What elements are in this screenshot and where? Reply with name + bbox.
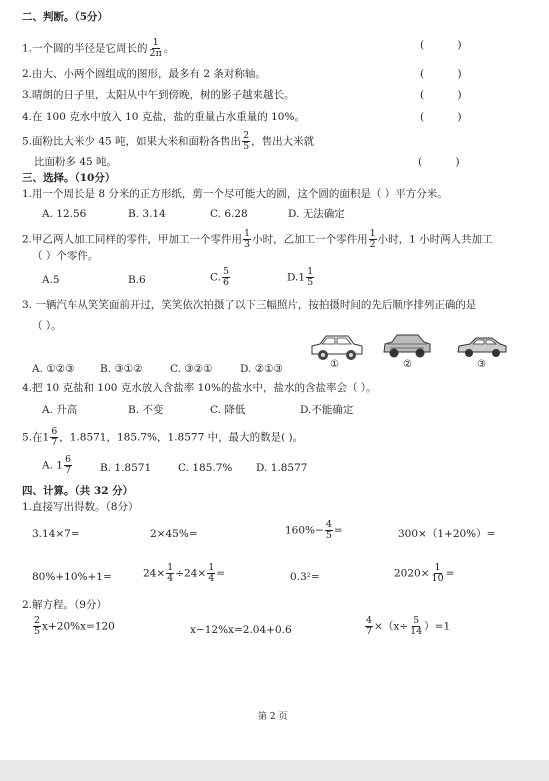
car-photo-1 xyxy=(308,332,366,362)
option-c[interactable]: C. 185.7% xyxy=(178,462,233,474)
equation-2: x−12%x=2.04+0.6 xyxy=(190,624,292,636)
choice-q3-line2: （ ）。 xyxy=(32,320,62,332)
answer-blank[interactable]: ( ) xyxy=(420,89,462,101)
calc-item-7: 0.3²= xyxy=(290,571,320,583)
choice-q5: 5.在1 $\frac{6}{7}$ ，1.8571，185.7%，1.8577 中，最大的数是( )。 xyxy=(22,426,304,448)
fraction: $\frac{1}{10}$ xyxy=(431,562,444,584)
fraction: $\frac{5}{14}$ xyxy=(410,615,423,637)
answer-blank[interactable]: ( ) xyxy=(420,39,462,51)
calc-item-2: 2×45%= xyxy=(150,528,198,540)
calc-item-6: 24× $\frac{1}{4}$ ÷24× $\frac{1}{4}$ = xyxy=(143,562,226,584)
fraction: $\frac{1}{2}$ xyxy=(369,228,376,250)
option-b[interactable]: B.6 xyxy=(128,274,146,286)
judge-q5-line2: 比面粉多 45 吨。 xyxy=(34,156,118,168)
calc-item-3: 160%− $\frac{4}{5}$ = xyxy=(285,519,343,541)
fraction: $\frac{1}{4}$ xyxy=(208,562,215,584)
option-c[interactable]: C. 降低 xyxy=(210,404,246,416)
fraction: $\frac{2}{5}$ xyxy=(243,130,250,152)
option-a[interactable]: A.5 xyxy=(42,274,60,286)
equation-1: $\frac{2}{5}$ x+20%x=120 xyxy=(34,615,115,637)
calc-item-5: 80%+10%+1= xyxy=(32,571,112,583)
option-c[interactable]: C. 6.28 xyxy=(210,208,248,220)
option-b[interactable]: B. 1.8571 xyxy=(100,462,152,474)
judge-q5: 5.面粉比大米少 45 吨，如果大米和面粉各售出 $\frac{2}{5}$ ，售出大米就 xyxy=(22,130,315,152)
viewer-bottom-bar xyxy=(0,760,549,781)
option-b[interactable]: B. 3.14 xyxy=(128,208,166,220)
fraction: $\frac{1}{3}$ xyxy=(244,228,251,250)
option-a[interactable]: A. ①②③ xyxy=(32,363,75,375)
calc-item-4: 300×（1+20%）= xyxy=(398,528,496,540)
option-a[interactable]: A. 升高 xyxy=(42,404,78,416)
answer-blank[interactable]: ( ) xyxy=(418,156,460,168)
fraction: $\frac{2}{5}$ xyxy=(34,615,41,637)
fraction: $\frac{5}{6}$ xyxy=(223,266,230,288)
photo-label-1: ① xyxy=(330,359,339,370)
car-photo-3 xyxy=(456,335,508,359)
option-d[interactable]: D.1 $\frac{1}{5}$ xyxy=(287,266,314,288)
judge-q1: 1.一个圆的半径是它周长的 $\frac{1}{2\pi}$ 。 xyxy=(22,37,175,59)
choice-q3: 3. 一辆汽车从笑笑面前开过，笑笑依次拍摄了以下三幅照片，按拍摄时间的先后顺序排列正确的是 xyxy=(22,299,477,311)
judge-q1-text: 1.一个圆的半径是它周长的 xyxy=(22,42,148,55)
choice-q2-line2: （ ）个零件。 xyxy=(32,250,99,262)
car-photo-2 xyxy=(382,332,432,360)
calc-part-2-title: 2.解方程。（9分） xyxy=(22,599,107,611)
photo-label-2: ② xyxy=(403,359,412,370)
calc-item-8: 2020× $\frac{1}{10}$ = xyxy=(394,562,455,584)
calc-part-1-title: 1.直接写出得数。（8分） xyxy=(22,501,139,513)
option-b[interactable]: B. ③①② xyxy=(100,363,143,375)
fraction: $\frac{1}{4}$ xyxy=(167,562,174,584)
option-d[interactable]: D. ②①③ xyxy=(240,363,283,375)
option-a[interactable]: A. 1 $\frac{6}{7}$ xyxy=(42,454,71,476)
fraction: $\frac{6}{7}$ xyxy=(64,454,71,476)
answer-blank[interactable]: ( ) xyxy=(420,68,462,80)
fraction: $\frac{1}{2\pi}$ xyxy=(149,37,162,59)
calc-item-1: 3.14×7= xyxy=(32,528,80,540)
section-3-title: 三、选择。（10分） xyxy=(22,172,116,184)
section-4-title: 四、计算。（共 32 分） xyxy=(22,485,134,497)
option-a[interactable]: A. 12.56 xyxy=(42,208,87,220)
choice-q1: 1.用一个周长是 8 分米的正方形纸，剪一个尽可能大的圆，这个圆的面积是（ ）平方分米。 xyxy=(22,188,448,200)
fraction: $\frac{1}{5}$ xyxy=(307,266,314,288)
option-b[interactable]: B. 不变 xyxy=(128,404,164,416)
fraction: $\frac{4}{5}$ xyxy=(325,519,332,541)
judge-q4: 4.在 100 克水中放入 10 克盐，盐的重量占水重量的 10%。 xyxy=(22,111,305,123)
fraction: $\frac{6}{7}$ xyxy=(51,426,58,448)
equation-3: $\frac{4}{7}$ ×（x÷ $\frac{5}{14}$ ）=1 xyxy=(366,615,451,637)
judge-q2: 2.由大、小两个圆组成的图形，最多有 2 条对称轴。 xyxy=(22,68,266,80)
option-c[interactable]: C. $\frac{5}{6}$ xyxy=(210,266,230,288)
page-number: 第 2 页 xyxy=(258,712,288,722)
photo-label-3: ③ xyxy=(477,359,486,370)
choice-q2: 2.甲乙两人加工同样的零件，甲加工一个零件用 $\frac{1}{3}$ 小时，乙加工一个零件用 $\frac{1}{2}$ 小时，1 小时两人共加工 xyxy=(22,228,493,250)
option-d[interactable]: D. 无法确定 xyxy=(288,208,345,220)
choice-q4: 4.把 10 克盐和 100 克水放入含盐率 10%的盐水中，盐水的含盐率会（ ）。 xyxy=(22,382,377,394)
option-d[interactable]: D. 1.8577 xyxy=(256,462,308,474)
answer-blank[interactable]: ( ) xyxy=(420,111,462,123)
option-d[interactable]: D.不能确定 xyxy=(300,404,354,416)
fraction: $\frac{4}{7}$ xyxy=(366,615,373,637)
option-c[interactable]: C. ③②① xyxy=(170,363,213,375)
judge-q3: 3.晴朗的日子里，太阳从中午到傍晚，树的影子越来越长。 xyxy=(22,89,295,101)
section-2-title: 二、判断。（5分） xyxy=(22,11,109,23)
